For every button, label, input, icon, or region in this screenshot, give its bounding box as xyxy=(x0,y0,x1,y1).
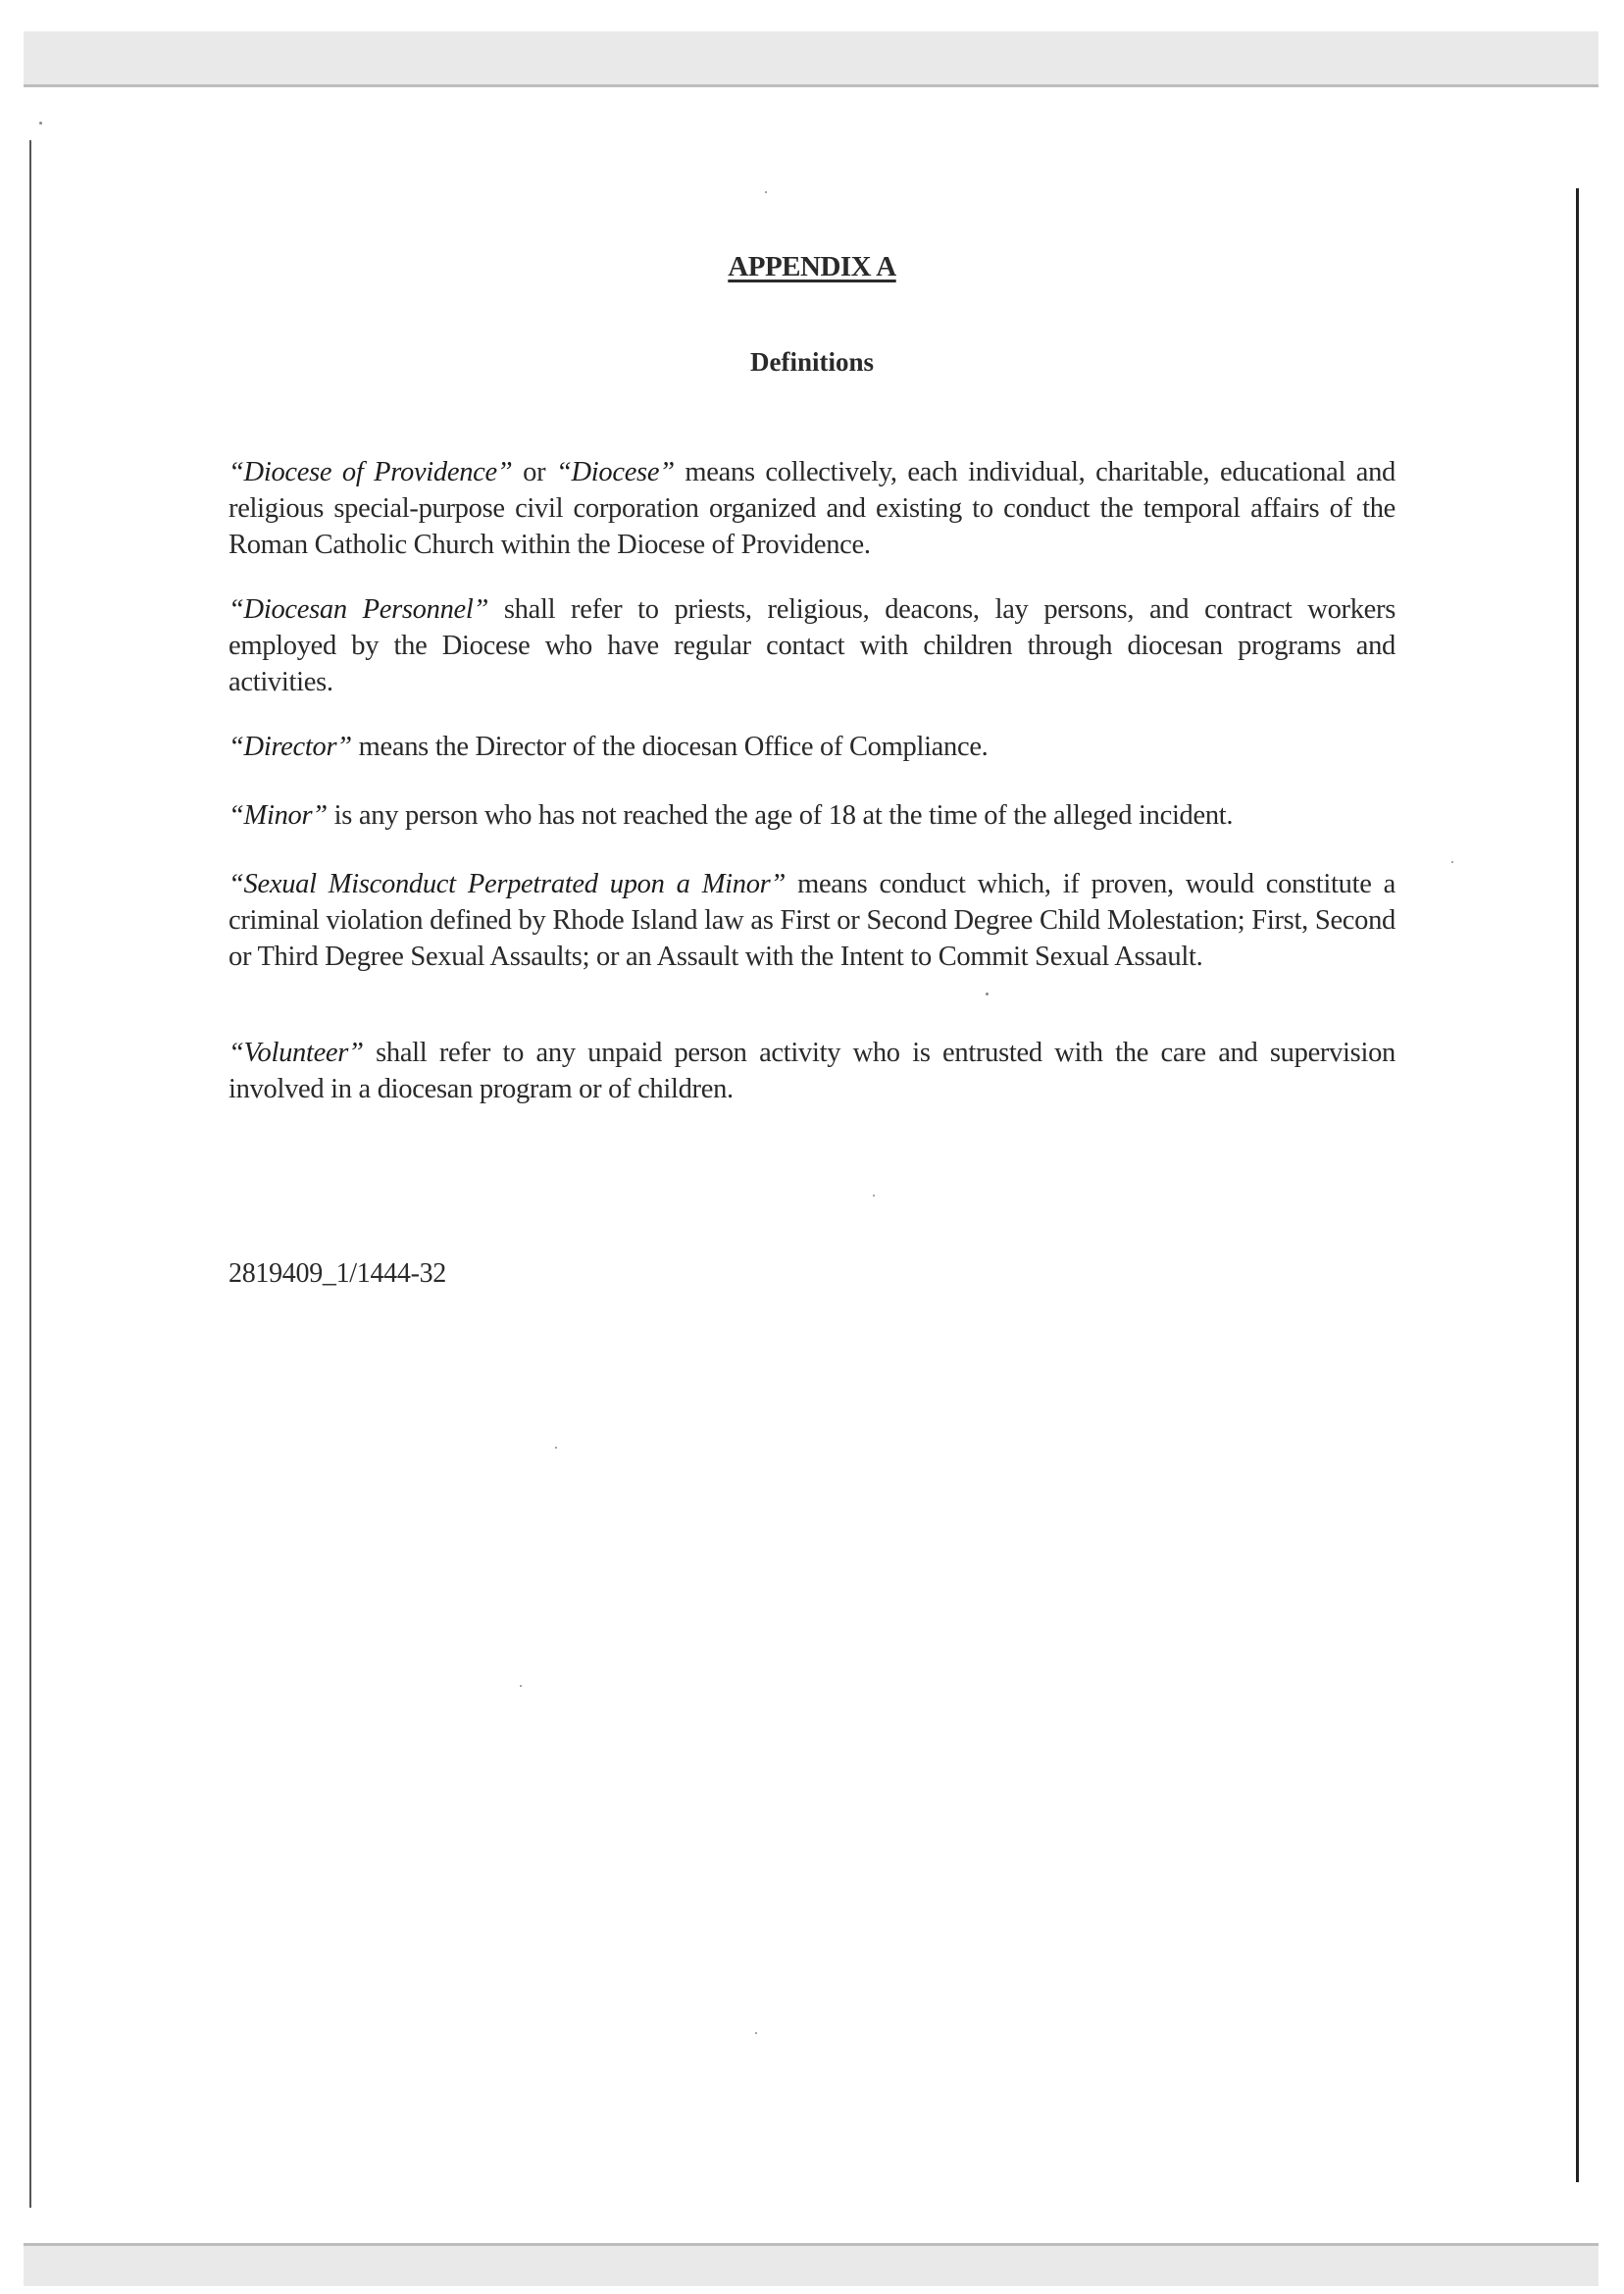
scan-speck xyxy=(520,1685,522,1687)
definition-connector: or xyxy=(512,457,556,487)
definition-text: is any person who has not reached the age of 18 at the time of the alleged incident. xyxy=(327,800,1234,831)
scan-border-bottom xyxy=(24,2243,1599,2286)
definition-text: shall refer to priests, religious, deacons, lay persons, and contract workers employed by the Diocese who have regular contact with children through diocesan programs and activities. xyxy=(228,594,1396,697)
scan-edge-left xyxy=(29,140,31,2208)
scan-border-top xyxy=(24,31,1599,87)
definition-text: shall refer to any unpaid person activity who is entrusted with the care and supervision involved in a diocesan program or of children. xyxy=(228,1038,1396,1104)
definitions-heading: Definitions xyxy=(749,347,874,377)
definition-diocese xyxy=(228,454,1396,563)
defined-term: “Diocese” xyxy=(555,457,675,487)
defined-term: “Diocesan Personnel” xyxy=(228,594,489,625)
definition-minor xyxy=(228,797,1396,834)
definition-sexual-misconduct xyxy=(228,866,1396,975)
scan-speck xyxy=(39,122,42,125)
defined-term: “Director” xyxy=(228,732,352,762)
appendix-heading: APPENDIX A xyxy=(728,251,896,282)
definition-director xyxy=(228,729,1396,765)
defined-term: “Diocese of Providence” xyxy=(228,457,513,487)
scan-speck xyxy=(1451,861,1453,863)
scan-speck xyxy=(555,1447,557,1449)
definition-volunteer xyxy=(228,1035,1396,1107)
defined-term: “Minor” xyxy=(228,800,328,831)
defined-term: “Sexual Misconduct Perpetrated upon a Minor” xyxy=(228,869,786,899)
definition-diocesan-personnel xyxy=(228,591,1396,700)
scan-speck xyxy=(755,2032,757,2034)
scan-speck xyxy=(873,1195,875,1197)
document-id: 2819409_1/1444-32 xyxy=(228,1258,447,1289)
scan-edge-right xyxy=(1576,188,1579,2182)
scan-speck xyxy=(986,993,989,995)
definition-text: means the Director of the diocesan Office of Compliance. xyxy=(351,732,989,762)
definition-text: means conduct which, if proven, would constitute a criminal violation defined by Rhode Island law as First or Second Degree Child Molestation; First, Second or Third Degree Sexual Assaults; or an Assault with the Intent to Commit Sexual Assault. xyxy=(228,869,1396,972)
defined-term: “Volunteer” xyxy=(228,1038,364,1068)
definition-text: means collectively, each individual, charitable, educational and religious special-purpose civil corporation organized and existing to conduct the temporal affairs of the Roman Catholic Church within the Diocese of Providence. xyxy=(228,457,1396,560)
scan-speck xyxy=(765,191,767,193)
